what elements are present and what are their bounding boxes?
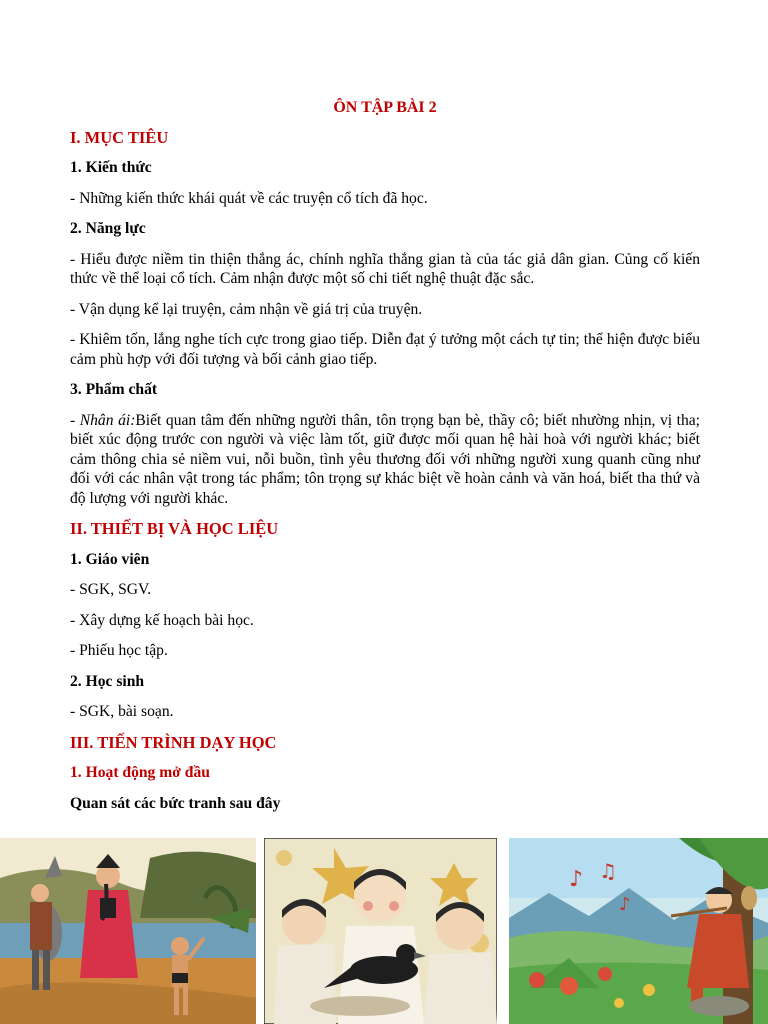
paragraph-nang-luc-3: - Khiêm tốn, lắng nghe tích cực trong giao tiếp. Diễn đạt ý tưởng một cách tự tin; thể hiện được biểu cảm phù hợp với đối tượng và bối cảnh giao tiếp. xyxy=(70,331,700,368)
pham-chat-text: Biết quan tâm đến những người thân, tôn trọng bạn bè, thầy cô; biết nhường nhịn, vị tha; biết xúc động trước con người và việc làm tốt, giữ được mối quan hệ hài hoà với người khác; biết cảm thông chia sẻ niềm vui, nỗi buồn, tình yêu thương đối với những người xung quanh cũng như đối với các nhân vật trong tác phẩm; tôn trọng sự khác biệt về hoàn cảnh và văn hoá, biết tha thứ và độ lượng với người khác. xyxy=(70,411,700,507)
subheading-hoat-dong-mo-dau: 1. Hoạt động mở đầu xyxy=(70,764,210,781)
subheading-kien-thuc: 1. Kiến thức xyxy=(70,159,152,176)
list-item: - SGK, SGV. xyxy=(70,581,152,598)
section-heading-muc-tieu: I. MỤC TIÊU xyxy=(70,127,169,147)
page-title: ÔN TẬP BÀI 2 xyxy=(333,99,437,116)
subheading-giao-vien: 1. Giáo viên xyxy=(70,550,150,568)
subheading-hoc-sinh: 2. Học sinh xyxy=(70,672,145,690)
list-item: - Phiếu học tập. xyxy=(70,642,168,659)
paragraph-nang-luc-1: - Hiểu được niềm tin thiện thắng ác, chính nghĩa thắng gian tà của tác giả dân gian. Củng cố kiến thức về thể loại cổ tích. Cảm nhận được một số chi tiết nghệ thuật đặc sắc. xyxy=(70,250,700,287)
document-page xyxy=(70,98,700,824)
svg-text:♪: ♪ xyxy=(619,894,631,915)
pham-chat-italic: Nhân ái: xyxy=(79,411,136,429)
instruction-text: Quan sát các bức tranh sau đây xyxy=(70,794,281,812)
paragraph-kien-thuc: - Những kiến thức khái quát về các truyện cổ tích đã học. xyxy=(70,189,428,207)
pham-chat-prefix: - xyxy=(70,411,80,429)
paragraph-pham-chat xyxy=(70,411,700,509)
list-item: - Xây dựng kế hoạch bài học. xyxy=(70,611,254,629)
illustration-folk-tale-figures xyxy=(0,838,256,1024)
section-heading-thiet-bi: II. THIẾT BỊ VÀ HỌC LIỆU xyxy=(70,519,279,538)
subheading-pham-chat: 3. Phẩm chất xyxy=(70,381,158,398)
svg-text:♪: ♪ xyxy=(569,867,584,892)
svg-text:♫: ♫ xyxy=(599,859,617,883)
subheading-nang-luc: 2. Năng lực xyxy=(70,220,146,237)
illustration-boy-playing-flute xyxy=(509,838,768,1024)
section-heading-tien-trinh: III. TIẾN TRÌNH DẠY HỌC xyxy=(70,732,277,752)
illustration-row xyxy=(0,838,768,1024)
paragraph-nang-luc-2: - Vận dụng kể lại truyện, cảm nhận về giá trị của truyện. xyxy=(70,300,423,318)
list-item: - SGK, bài soạn. xyxy=(70,703,174,720)
illustration-children-with-crow xyxy=(264,838,497,1024)
